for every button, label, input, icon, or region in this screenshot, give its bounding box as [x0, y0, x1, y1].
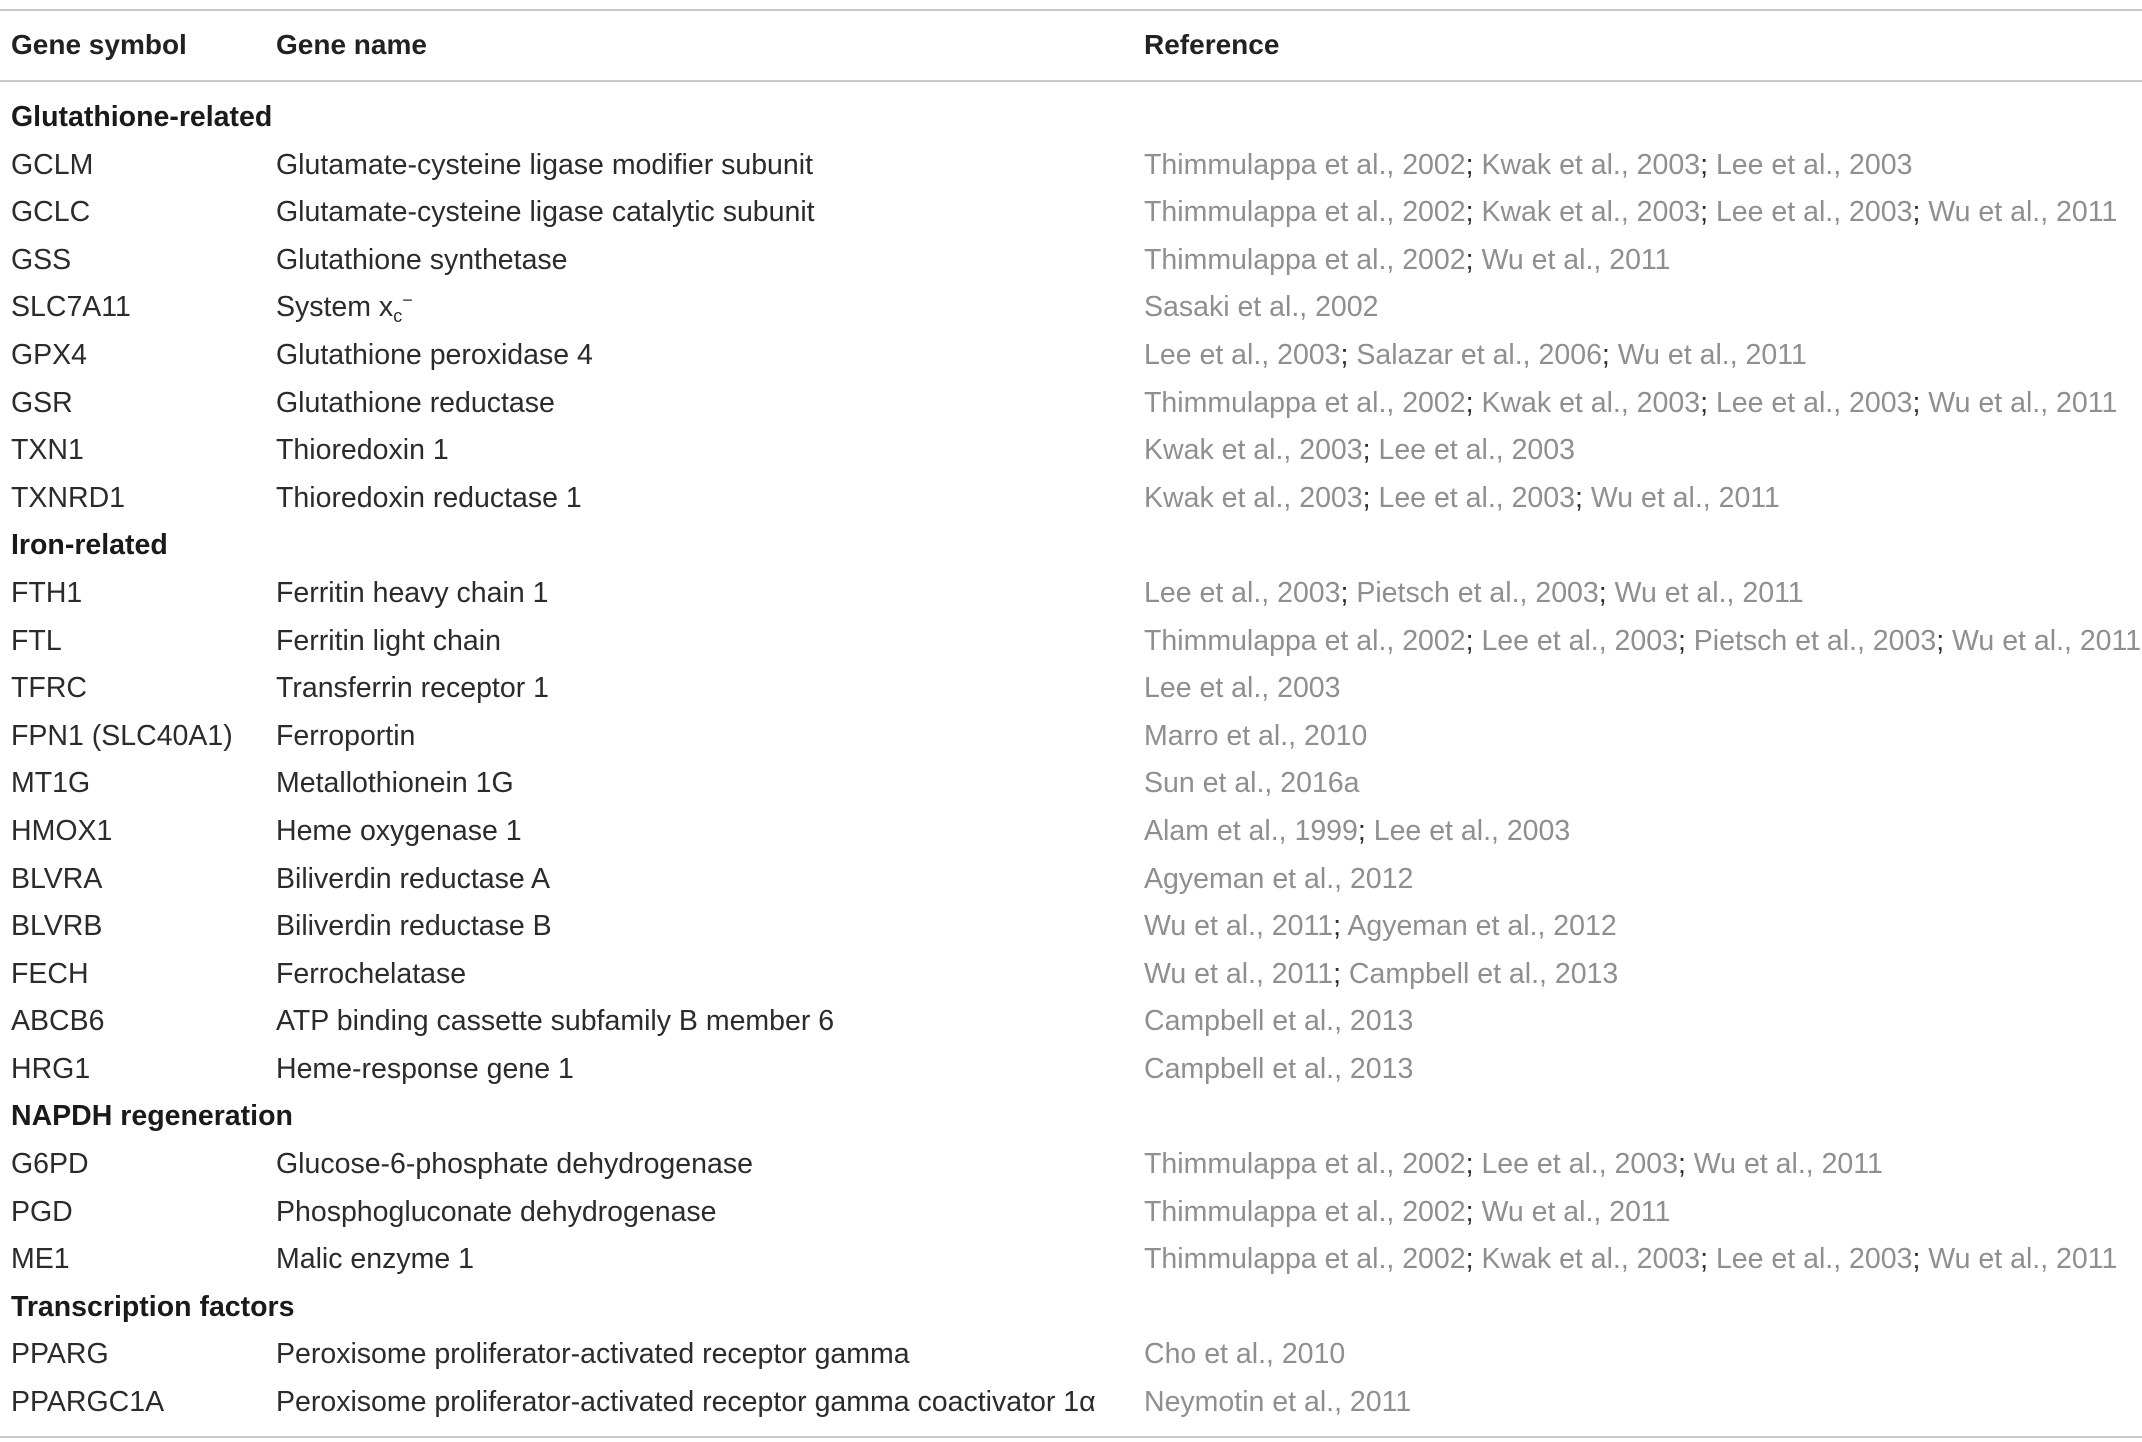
gene-name-cell [276, 1141, 753, 1189]
table-row [0, 713, 2142, 761]
reference-link[interactable]: Wu et al., 2011 [1928, 196, 2118, 229]
table-row [0, 1379, 2142, 1427]
reference-separator: ; [1465, 386, 1482, 419]
reference-link[interactable]: Kwak et al., 2003 [1144, 481, 1363, 514]
gene-name-cell [276, 1379, 1096, 1427]
reference-separator: ; [1912, 196, 1929, 229]
reference-separator: ; [1912, 1243, 1929, 1276]
gene-name-text: System x [276, 291, 394, 324]
reference-separator: ; [1700, 196, 1716, 229]
table-row [0, 1046, 2142, 1094]
reference-separator: ; [1357, 814, 1374, 847]
reference-cell [1144, 1046, 1413, 1094]
gene-symbol-cell: ABCB6 [11, 1005, 105, 1038]
gene-symbol-cell: TFRC [11, 672, 87, 705]
reference-separator: ; [1465, 243, 1482, 276]
gene-name-cell [276, 713, 415, 761]
gene-name-text: Heme oxygenase 1 [276, 814, 522, 847]
gene-symbol-cell: GCLC [11, 196, 91, 229]
gene-name-text: Peroxisome proliferator-activated receptor gamma [276, 1338, 910, 1371]
gene-name-text: Thioredoxin 1 [276, 434, 449, 467]
table-row [0, 1189, 2142, 1237]
gene-name-cell [276, 1331, 910, 1379]
section-header-row [0, 1284, 2142, 1332]
gene-name-cell [276, 475, 582, 523]
reference-link[interactable]: Thimmulappa et al., 2002 [1144, 1243, 1466, 1276]
table-row [0, 998, 2142, 1046]
table-row [0, 760, 2142, 808]
reference-cell [1144, 1331, 1345, 1379]
table-row [0, 665, 2142, 713]
gene-name-text: Thioredoxin reductase 1 [276, 481, 582, 514]
reference-link[interactable]: Lee et al., 2003 [1144, 576, 1341, 609]
gene-symbol-cell: BLVRB [11, 910, 103, 943]
reference-cell [1144, 713, 1367, 761]
reference-link[interactable]: Thimmulappa et al., 2002 [1144, 1148, 1466, 1181]
reference-link[interactable]: Lee et al., 2003 [1373, 814, 1571, 847]
reference-cell [1144, 951, 1618, 999]
table-row [0, 618, 2142, 666]
gene-name-text: ATP binding cassette subfamily B member 6 [276, 1005, 835, 1038]
table-row [0, 427, 2142, 475]
gene-name-cell [276, 1046, 574, 1094]
gene-symbol-cell: PGD [11, 1195, 73, 1228]
reference-link[interactable]: Campbell et al., 2013 [1348, 957, 1619, 990]
gene-name-text: Ferroportin [276, 719, 416, 752]
gene-symbol-cell: PPARG [11, 1338, 109, 1371]
table-row [0, 856, 2142, 904]
table-row [0, 1236, 2142, 1284]
table-row [0, 189, 2142, 237]
gene-name-text: Glutamate-cysteine ligase catalytic subunit [276, 196, 815, 229]
gene-name-text: Heme-response gene 1 [276, 1052, 574, 1085]
reference-cell [1144, 1236, 2117, 1284]
reference-link[interactable]: Sasaki et al., 2002 [1144, 291, 1379, 324]
reference-separator: ; [1333, 957, 1349, 990]
reference-link[interactable]: Thimmulappa et al., 2002 [1144, 1195, 1466, 1228]
reference-link[interactable]: Thimmulappa et al., 2002 [1144, 148, 1466, 181]
reference-link[interactable]: Kwak et al., 2003 [1144, 434, 1363, 467]
gene-name-cell [276, 998, 834, 1046]
reference-cell [1144, 284, 1379, 332]
gene-name-text: Peroxisome proliferator-activated receptor gamma coactivator 1α [276, 1386, 1096, 1419]
table-row [0, 1141, 2142, 1189]
section-label: Glutathione-related [11, 101, 273, 133]
gene-name-text: Malic enzyme 1 [276, 1243, 474, 1276]
reference-separator: ; [1598, 576, 1615, 609]
reference-separator: ; [1465, 1195, 1482, 1228]
table-row [0, 284, 2142, 332]
table-row [0, 903, 2142, 951]
gene-name-cell [276, 760, 514, 808]
table-row [0, 951, 2142, 999]
reference-cell [1144, 998, 1413, 1046]
reference-link[interactable]: Salazar et al., 2006 [1356, 338, 1602, 371]
reference-cell [1144, 760, 1360, 808]
gene-symbol-cell: PPARGC1A [11, 1386, 165, 1419]
gene-name-cell [276, 808, 522, 856]
reference-link[interactable]: Thimmulappa et al., 2002 [1144, 386, 1466, 419]
reference-separator: ; [1465, 196, 1482, 229]
gene-symbol-cell: GPX4 [11, 338, 88, 371]
reference-link[interactable]: Lee et al., 2003 [1144, 672, 1341, 705]
reference-separator: ; [1465, 1148, 1482, 1181]
reference-cell [1144, 618, 2141, 666]
gene-name-cell [276, 903, 552, 951]
table-row [0, 475, 2142, 523]
gene-name-text: Glucose-6-phosphate dehydrogenase [276, 1148, 753, 1181]
reference-link[interactable]: Alam et al., 1999 [1144, 814, 1358, 847]
reference-separator: ; [1700, 1243, 1716, 1276]
reference-link[interactable]: Pietsch et al., 2003 [1356, 576, 1599, 609]
reference-separator: ; [1465, 148, 1482, 181]
reference-link[interactable]: Lee et al., 2003 [1715, 386, 1913, 419]
header-gene-symbol: Gene symbol [11, 29, 187, 60]
gene-name-text: Glutamate-cysteine ligase modifier subunit [276, 148, 814, 181]
table-row [0, 237, 2142, 285]
reference-separator: ; [1362, 434, 1379, 467]
header-reference: Reference [1144, 29, 1280, 60]
section-label: NAPDH regeneration [11, 1100, 293, 1133]
gene-symbol-cell: GCLM [11, 148, 94, 181]
section-label: Iron-related [11, 529, 168, 562]
reference-link[interactable]: Kwak et al., 2003 [1481, 1243, 1701, 1276]
gene-name-cell [276, 618, 501, 666]
table-row [0, 808, 2142, 856]
gene-name-cell [276, 951, 466, 999]
gene-name-cell [276, 189, 815, 237]
reference-cell [1144, 665, 1341, 713]
gene-symbol-cell: HRG1 [11, 1052, 91, 1085]
table-row [0, 142, 2142, 190]
reference-separator: ; [1936, 624, 1953, 657]
reference-link[interactable]: Thimmulappa et al., 2002 [1144, 196, 1466, 229]
reference-cell [1144, 1141, 1883, 1189]
reference-separator: ; [1333, 910, 1348, 943]
reference-link[interactable]: Kwak et al., 2003 [1481, 148, 1701, 181]
reference-separator: ; [1677, 624, 1694, 657]
table-row [0, 332, 2142, 380]
reference-cell [1144, 808, 1570, 856]
section-header-row [0, 94, 2142, 142]
reference-cell [1144, 856, 1413, 904]
reference-link[interactable]: Campbell et al., 2013 [1144, 1052, 1414, 1085]
reference-link[interactable]: Lee et al., 2003 [1481, 624, 1678, 657]
gene-name-cell [276, 570, 548, 618]
reference-separator: ; [1574, 481, 1591, 514]
reference-link[interactable]: Sun et al., 2016a [1144, 767, 1360, 800]
reference-separator: ; [1340, 576, 1357, 609]
section-header-row [0, 522, 2142, 570]
reference-link[interactable]: Marro et al., 2010 [1144, 719, 1368, 752]
reference-link[interactable]: Wu et al., 2011 [1614, 576, 1804, 609]
reference-link[interactable]: Thimmulappa et al., 2002 [1144, 243, 1466, 276]
bottom-rule [0, 1436, 2142, 1438]
reference-link[interactable]: Kwak et al., 2003 [1481, 386, 1701, 419]
reference-cell [1144, 903, 1617, 951]
reference-link[interactable]: Agyeman et al., 2012 [1347, 910, 1617, 943]
reference-cell [1144, 380, 2117, 428]
reference-cell [1144, 332, 1807, 380]
gene-symbol-cell: SLC7A11 [11, 291, 131, 324]
reference-cell [1144, 1379, 1411, 1427]
gene-name-text: Ferrochelatase [276, 957, 467, 990]
gene-symbol-cell: HMOX1 [11, 814, 113, 847]
reference-separator: ; [1912, 386, 1929, 419]
reference-link[interactable]: Wu et al., 2011 [1481, 1195, 1671, 1228]
reference-link[interactable]: Kwak et al., 2003 [1481, 196, 1701, 229]
gene-name-superscript: − [402, 290, 413, 311]
reference-link[interactable]: Neymotin et al., 2011 [1144, 1386, 1412, 1419]
reference-link[interactable]: Wu et al., 2011 [1590, 481, 1780, 514]
reference-link[interactable]: Lee et al., 2003 [1481, 1148, 1678, 1181]
reference-link[interactable]: Wu et al., 2011 [1693, 1148, 1883, 1181]
gene-symbol-cell: FTH1 [11, 576, 83, 609]
reference-separator: ; [1465, 624, 1482, 657]
reference-cell [1144, 142, 1912, 190]
gene-name-subscript: c [393, 306, 403, 327]
table-header [0, 10, 2142, 80]
reference-link[interactable]: Wu et al., 2011 [1952, 624, 2142, 657]
reference-link[interactable]: Lee et al., 2003 [1144, 338, 1341, 371]
reference-link[interactable]: Lee et al., 2003 [1715, 148, 1913, 181]
gene-name-cell [276, 427, 449, 475]
gene-symbol-cell: GSS [11, 243, 72, 276]
gene-name-cell [276, 142, 813, 190]
table-row [0, 570, 2142, 618]
reference-separator: ; [1677, 1148, 1694, 1181]
gene-name-text: Glutathione reductase [276, 386, 555, 419]
header-rule [0, 80, 2142, 82]
gene-name-text: Biliverdin reductase A [276, 862, 551, 895]
section-label: Transcription factors [11, 1290, 295, 1323]
reference-link[interactable]: Lee et al., 2003 [1715, 196, 1913, 229]
reference-link[interactable]: Wu et al., 2011 [1617, 338, 1807, 371]
gene-name-cell [276, 1189, 717, 1237]
reference-link[interactable]: Wu et al., 2011 [1144, 957, 1334, 990]
gene-name-text: Ferritin light chain [276, 624, 501, 657]
reference-link[interactable]: Campbell et al., 2013 [1144, 1005, 1414, 1038]
reference-link[interactable]: Thimmulappa et al., 2002 [1144, 624, 1466, 657]
table-row [0, 1331, 2142, 1379]
reference-cell [1144, 1189, 1671, 1237]
gene-symbol-cell: ME1 [11, 1243, 70, 1276]
reference-cell [1144, 427, 1575, 475]
gene-symbol-cell: FECH [11, 957, 89, 990]
reference-link[interactable]: Lee et al., 2003 [1378, 434, 1575, 467]
reference-link[interactable]: Wu et al., 2011 [1144, 910, 1334, 943]
table-row [0, 380, 2142, 428]
reference-cell [1144, 570, 1804, 618]
gene-symbol-cell: BLVRA [11, 862, 103, 895]
gene-name-text: Phosphogluconate dehydrogenase [276, 1195, 717, 1228]
reference-cell [1144, 237, 1671, 285]
reference-separator: ; [1700, 386, 1716, 419]
reference-separator: ; [1465, 1243, 1482, 1276]
gene-symbol-cell: GSR [11, 386, 73, 419]
reference-link[interactable]: Wu et al., 2011 [1481, 243, 1671, 276]
gene-symbol-cell: FPN1 (SLC40A1) [11, 719, 233, 752]
gene-name-text: Glutathione peroxidase 4 [276, 338, 593, 371]
gene-name-text: Biliverdin reductase B [276, 910, 552, 943]
reference-cell [1144, 189, 2117, 237]
gene-name-cell [276, 1236, 474, 1284]
gene-name-text: Glutathione synthetase [276, 243, 568, 276]
reference-link[interactable]: Cho et al., 2010 [1144, 1338, 1346, 1371]
gene-symbol-cell: MT1G [11, 767, 91, 800]
gene-name-cell [276, 380, 555, 428]
section-header-row [0, 1093, 2142, 1141]
gene-symbol-cell: FTL [11, 624, 62, 657]
gene-symbol-cell: TXN1 [11, 434, 84, 467]
reference-link[interactable]: Lee et al., 2003 [1378, 481, 1575, 514]
header-gene-name: Gene name [276, 29, 427, 60]
reference-link[interactable]: Wu et al., 2011 [1928, 1243, 2118, 1276]
gene-symbol-cell: TXNRD1 [11, 481, 126, 514]
gene-symbol-cell: G6PD [11, 1148, 89, 1181]
reference-separator: ; [1362, 481, 1379, 514]
reference-separator: ; [1340, 338, 1357, 371]
gene-name-text: Metallothionein 1G [276, 767, 514, 800]
gene-name-text: Transferrin receptor 1 [276, 672, 549, 705]
reference-cell [1144, 475, 1780, 523]
reference-link[interactable]: Pietsch et al., 2003 [1693, 624, 1937, 657]
reference-link[interactable]: Agyeman et al., 2012 [1144, 862, 1414, 895]
gene-name-cell [276, 856, 550, 904]
gene-name-cell [276, 332, 593, 380]
table-body [0, 94, 2142, 1427]
reference-separator: ; [1700, 148, 1716, 181]
gene-name-cell [276, 665, 549, 713]
gene-name-cell [276, 284, 413, 332]
gene-name-cell [276, 237, 568, 285]
reference-link[interactable]: Lee et al., 2003 [1715, 1243, 1913, 1276]
reference-link[interactable]: Wu et al., 2011 [1928, 386, 2118, 419]
gene-name-text: Ferritin heavy chain 1 [276, 576, 549, 609]
reference-separator: ; [1601, 338, 1618, 371]
